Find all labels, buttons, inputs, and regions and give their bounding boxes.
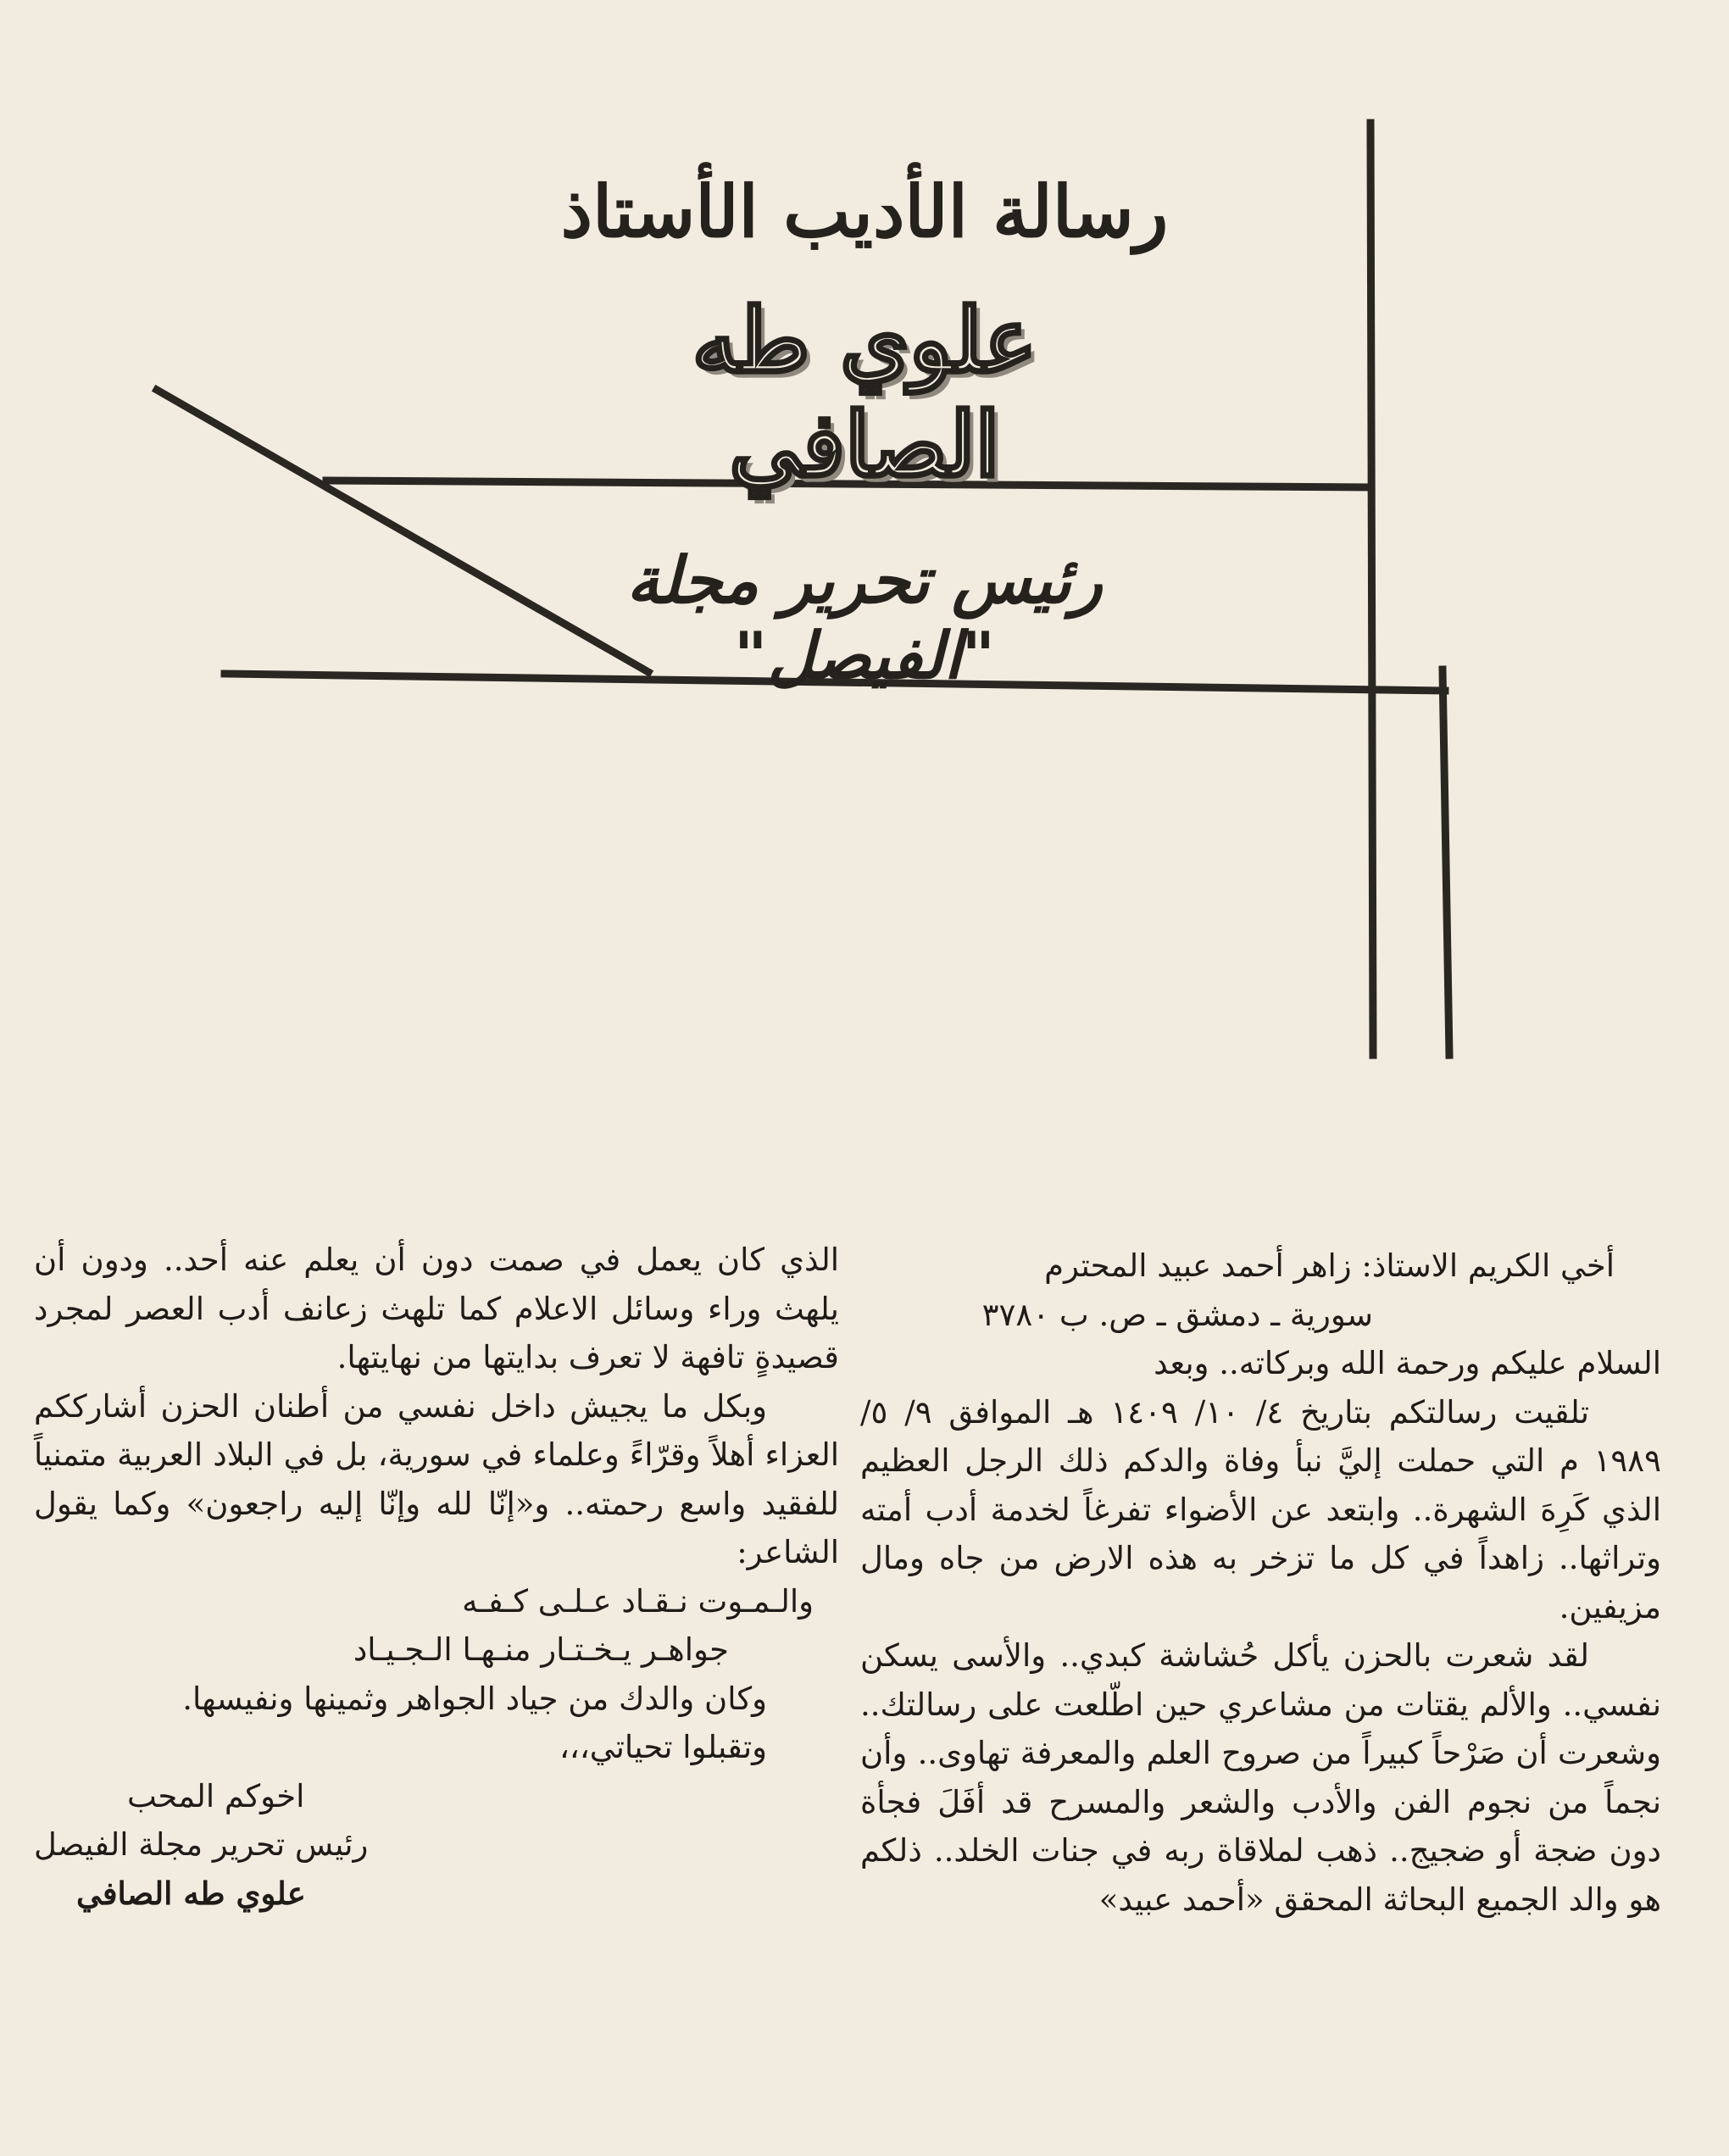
letter-paragraph: وكان والدك من جياد الجواهر وثمينها ونفيسها. — [182, 1680, 767, 1717]
letter-paragraph: لقد شعرت بالحزن يأكل حُشاشة كبدي.. والأسى يسكن نفسي.. والألم يقتات من مشاعري حين اطّلعت على رسالتك.. وشعرت أن صَرْحاً كبيراً من صروح العلم والمعرفة تهاوى.. وأن نجماً من نجوم الفن والأدب والشعر والمسرح قد أفَلَ فجأة دون ضجة أو ضجيج.. ذهب لملاقاة ربه في جنات الخلد.. ذلكم هو والد الجميع البحاثة المحقق «أحمد عبيد» — [860, 1637, 1661, 1918]
poem-verse-line: والـمـوت نـقـاد عـلـى كـفـه — [462, 1582, 814, 1620]
frame-vertical-main — [1370, 123, 1373, 1055]
letter-address: سورية ـ دمشق ـ ص. ب ٣٧٨٠ — [981, 1296, 1373, 1333]
letter-greeting: السلام عليكم ورحمة الله وبركاته.. وبعد — [1154, 1345, 1661, 1381]
signature-title: رئيس تحرير مجلة الفيصل — [34, 1826, 369, 1863]
frame-vertical-short — [1443, 670, 1449, 1055]
header-author-name: علوي طه الصافي — [692, 288, 1037, 497]
letter-closing: وتقبلوا تحياتي،،، — [559, 1729, 767, 1765]
signature-sender: اخوكم المحب — [127, 1777, 305, 1814]
letter-left-column — [34, 1236, 839, 1918]
header-title-line1: رسالة الأديب الأستاذ — [560, 169, 1169, 253]
letter-salutation: أخي الكريم الاستاذ: زاهر أحمد عبيد المحترم — [1044, 1247, 1615, 1284]
letter-paragraph: الذي كان يعمل في صمت دون أن يعلم عنه أحد.. ودون أن يلهث وراء وسائل الاعلام كما تلهث زعانف أدب العصر لمجرد قصيدةٍ تافهة لا تعرف بدايتها من نهايتها. — [34, 1242, 839, 1375]
header-author-position: رئيس تحرير مجلة "الفيصل" — [626, 542, 1103, 693]
letter-paragraph: تلقيت رسالتكم بتاريخ ٤/ ١٠/ ١٤٠٩ هـ الموافق ٩/ ٥/ ١٩٨٩ م التي حملت إليَّ نبأ وفاة والدكم ذلك الرجل العظيم الذي كَرِهَ الشهرة.. وابتعد عن الأضواء تفرغاً لخدمة أدب أمته وتراثها.. زاهداً في كل ما تزخر به هذه الارض من جاه ومال مزيفين. — [860, 1393, 1661, 1625]
poem-verse-line: جواهـر يـخـتـار منـهـا الـجـيـاد — [353, 1631, 729, 1668]
letter-paragraph: وبكل ما يجيش داخل نفسي من أطنان الحزن أشارككم العزاء أهلاً وقرّاءً وعلماء في سورية، بل في البلاد العربية متمنياً للفقيد واسع رحمته.. و«إنّا لله وإنّا إليه راجعون» وكما يقول الشاعر: — [34, 1387, 839, 1570]
signature-name: علوي طه الصافي — [76, 1874, 306, 1912]
letter-right-column — [860, 1242, 1661, 1924]
